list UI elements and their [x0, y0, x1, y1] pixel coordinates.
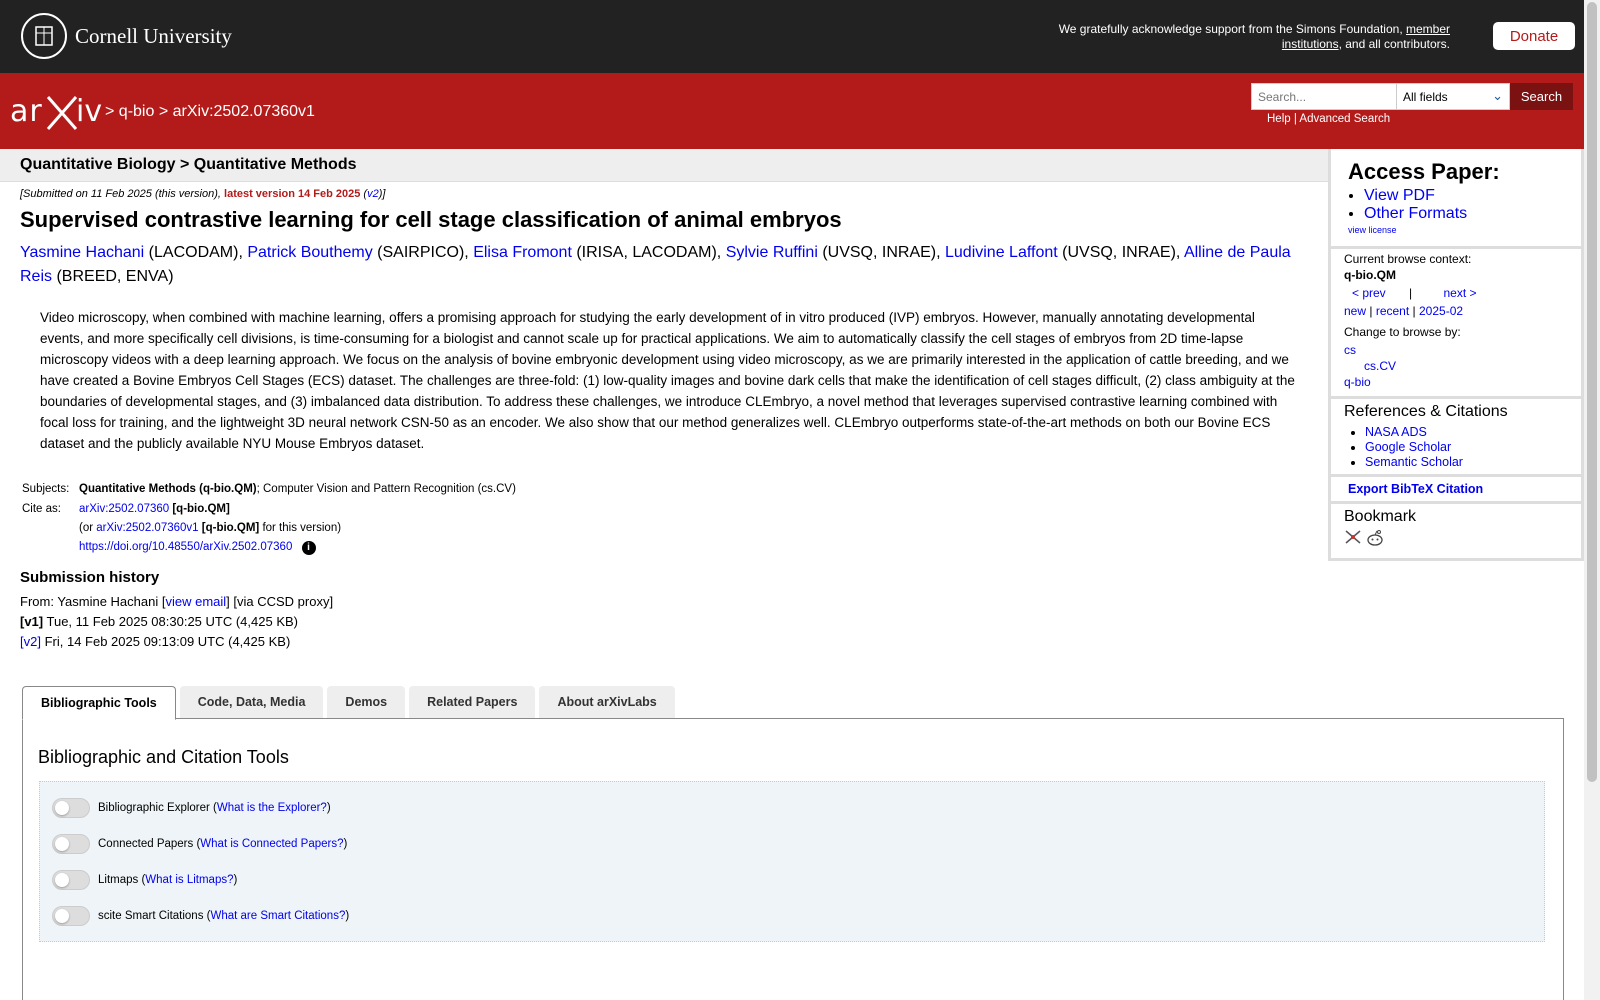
tool-info-link[interactable]: What is Litmaps?: [145, 874, 234, 886]
page-scrollbar[interactable]: [1584, 0, 1600, 1000]
category-title: Quantitative Biology > Quantitative Methods: [20, 156, 357, 173]
reddit-icon[interactable]: [1366, 529, 1384, 550]
tab-code-data-media[interactable]: Code, Data, Media: [180, 686, 324, 718]
tool-row: Bibliographic Explorer (What is the Explorer?): [52, 798, 331, 818]
labs-panel: [22, 718, 1564, 1000]
connected-papers-toggle[interactable]: [52, 834, 90, 854]
view-email-link[interactable]: view email: [165, 594, 227, 609]
search-links: Help | Advanced Search: [1267, 113, 1391, 125]
semantic-scholar-link[interactable]: Semantic Scholar: [1365, 455, 1463, 469]
bookmark-title: Bookmark: [1344, 508, 1417, 525]
arxiv-logo[interactable]: [10, 91, 102, 136]
labs-tabs: [22, 686, 675, 720]
export-bibtex-link[interactable]: Export BibTeX Citation: [1348, 482, 1484, 496]
access-paper-box: [1328, 149, 1584, 249]
nasa-ads-link[interactable]: NASA ADS: [1365, 425, 1427, 439]
other-formats-link[interactable]: Other Formats: [1364, 205, 1468, 222]
chevron-down-icon: ⌄: [1492, 88, 1503, 103]
author-link[interactable]: Ludivine Laffont: [945, 244, 1058, 261]
cornell-logo[interactable]: [21, 13, 232, 59]
author-link[interactable]: Yasmine Hachani: [20, 244, 145, 261]
scite-toggle[interactable]: [52, 906, 90, 926]
bibliographic-explorer-toggle[interactable]: [52, 798, 90, 818]
references-title: References & Citations: [1344, 403, 1508, 420]
view-license-link[interactable]: view license: [1348, 225, 1397, 235]
author-link[interactable]: Elisa Fromont: [473, 244, 572, 261]
labs-panel-title: Bibliographic and Citation Tools: [38, 747, 289, 767]
member-institutions-link[interactable]: member institutions: [1281, 22, 1450, 51]
tool-info-link[interactable]: What are Smart Citations?: [210, 910, 346, 922]
subjects-value: Quantitative Methods (q-bio.QM); Computer Vision and Pattern Recognition (cs.CV): [79, 483, 516, 495]
v2-history-link[interactable]: [v2]: [20, 634, 41, 649]
search-field-select[interactable]: All fields ⌄: [1397, 83, 1510, 110]
author-list: Yasmine Hachani (LACODAM), Patrick Bouthemy (SAIRPICO), Elisa Fromont (IRISA, LACODAM), Sylvie Ruffini (UVSQ, INRAE), Ludivine Laffont (UVSQ, INRAE), Alline de Paula Reis (BREED, ENVA): [20, 244, 1291, 285]
tool-info-link[interactable]: What is the Explorer?: [216, 802, 327, 814]
access-title: Access Paper:: [1348, 159, 1500, 184]
v2-link[interactable]: v2: [367, 188, 379, 200]
latest-version: latest version 14 Feb 2025: [224, 188, 361, 200]
litmaps-toggle[interactable]: [52, 870, 90, 890]
recent-link[interactable]: recent: [1375, 304, 1410, 318]
info-icon[interactable]: i: [302, 541, 316, 555]
doi-link[interactable]: https://doi.org/10.48550/arXiv.2502.07360: [79, 541, 293, 553]
author-link[interactable]: Sylvie Ruffini: [725, 244, 818, 261]
references-box: [1328, 399, 1584, 477]
paper-metadata: [20, 479, 1315, 557]
tab-related-papers[interactable]: Related Papers: [409, 686, 535, 718]
scrollbar-thumb[interactable]: [1587, 2, 1597, 782]
advanced-search-link[interactable]: Advanced Search: [1299, 113, 1391, 125]
search-bar: [1251, 83, 1573, 110]
subjects-label: Subjects:: [22, 483, 70, 495]
abstract: Video microscopy, when combined with machine learning, offers a promising approach for studying the early development of in vitro produced (IVP) embryos. However, manually annotating developmental events, and more specifically cell divisions, is time-consuming for a biologist and cannot scale up for practical applications. We aim to automatically classify the cell stages of embryos from 2D time-lapse microscopy videos with a deep learning approach. We focus on the analysis of bovine embryonic development using video microscopy, as we are primarily interested in the application of cattle breeding, and we have created a Bovine Embryos Cell Stages (ECS) dataset. The challenges are three-fold: (1) low-quality images and bovine dark cells that make the identification of cell stages difficult, (2) class ambiguity at the boundaries of developmental stages, and (3) imbalanced data distribution. To address these challenges, we introduce CLEmbryo, a novel method that leverages supervised contrastive learning combined with focal loss for training, and the lightweight 3D neural network CSN-50 as an encoder. We also show that our method generalizes well. CLEmbryo outperforms state-of-the-art methods on both our Bovine ECS dataset and the publicly available NYU Mouse Embryos dataset.: [40, 310, 1295, 451]
browse-cs-link[interactable]: cs: [1344, 343, 1356, 357]
cornell-seal-icon: [21, 13, 67, 59]
search-button[interactable]: Search: [1510, 83, 1573, 110]
svg-text:iv: iv: [76, 94, 102, 129]
cite-version-link[interactable]: arXiv:2502.07360v1: [96, 522, 199, 534]
bibsonomy-icon[interactable]: [1344, 529, 1362, 550]
university-name: Cornell University: [75, 23, 232, 48]
submission-dateline: [Submitted on 11 Feb 2025 (this version), latest version 14 Feb 2025 (v2)]: [20, 188, 386, 200]
donate-button[interactable]: Donate: [1493, 22, 1575, 50]
tools-list: [39, 781, 1545, 942]
new-link[interactable]: new: [1344, 304, 1367, 318]
cornell-header: [0, 0, 1584, 73]
tool-row: Connected Papers (What is Connected Papers?): [52, 834, 347, 854]
tab-about-arxivlabs[interactable]: About arXivLabs: [539, 686, 674, 718]
arxiv-header: [0, 73, 1584, 149]
search-input[interactable]: [1251, 83, 1397, 110]
breadcrumb: > q-bio > arXiv:2502.07360v1: [105, 103, 315, 120]
cite-value: arXiv:2502.07360 [q-bio.QM] (or arXiv:2502.07360v1 [q-bio.QM] for this version) https://doi.org/10.48550/arXiv.2502.07360 i: [79, 503, 342, 553]
author-link[interactable]: Patrick Bouthemy: [247, 244, 373, 261]
google-scholar-link[interactable]: Google Scholar: [1365, 440, 1452, 454]
view-pdf-link[interactable]: View PDF: [1364, 187, 1435, 204]
cite-label: Cite as:: [22, 503, 61, 515]
bookmark-box: [1328, 504, 1584, 561]
tab-bibliographic-tools[interactable]: Bibliographic Tools: [22, 686, 176, 720]
sidebar: [1328, 149, 1584, 561]
acknowledgement: We gratefully acknowledge support from the Simons Foundation, member institutions, and all contributors.: [1058, 22, 1450, 51]
browse-qbio-link[interactable]: q-bio: [1344, 375, 1371, 389]
next-link[interactable]: next >: [1443, 286, 1477, 300]
category-header: [0, 149, 1328, 182]
browse-cscv-link[interactable]: cs.CV: [1364, 359, 1397, 373]
browse-context-box: Current browse context: q-bio.QM < prev | next > new | recent | 2025-02 Change to browse by: cs cs.CV q-bio: [1328, 249, 1584, 399]
paper-title: Supervised contrastive learning for cell stage classification of animal embryos: [20, 207, 842, 232]
help-link[interactable]: Help: [1267, 113, 1291, 125]
tool-info-link[interactable]: What is Connected Papers?: [200, 838, 344, 850]
submission-history-title: Submission history: [20, 569, 160, 586]
cite-id-link[interactable]: arXiv:2502.07360: [79, 503, 170, 515]
breadcrumb-paper-id: arXiv:2502.07360v1: [172, 103, 315, 120]
breadcrumb-category[interactable]: q-bio: [118, 103, 155, 120]
export-box: [1328, 477, 1584, 504]
browse-context-value: q-bio.QM: [1344, 268, 1396, 282]
submission-history: From: Yasmine Hachani [view email] [via CCSD proxy] [v1] Tue, 11 Feb 2025 08:30:25 UTC (4,425 KB) [v2] Fri, 14 Feb 2025 09:13:09 UTC (4,425 KB): [20, 594, 334, 649]
tool-row: Litmaps (What is Litmaps?): [52, 870, 237, 890]
prev-link[interactable]: < prev: [1352, 286, 1386, 300]
tool-row: scite Smart Citations (What are Smart Citations?): [52, 906, 349, 926]
paper-main: [20, 186, 1315, 652]
month-link[interactable]: 2025-02: [1419, 304, 1464, 318]
tab-demos[interactable]: Demos: [327, 686, 405, 718]
svg-text:ar: ar: [10, 94, 43, 129]
author-link[interactable]: Alline de Paula Reis: [20, 244, 1291, 285]
v1-label: [v1]: [20, 614, 44, 629]
